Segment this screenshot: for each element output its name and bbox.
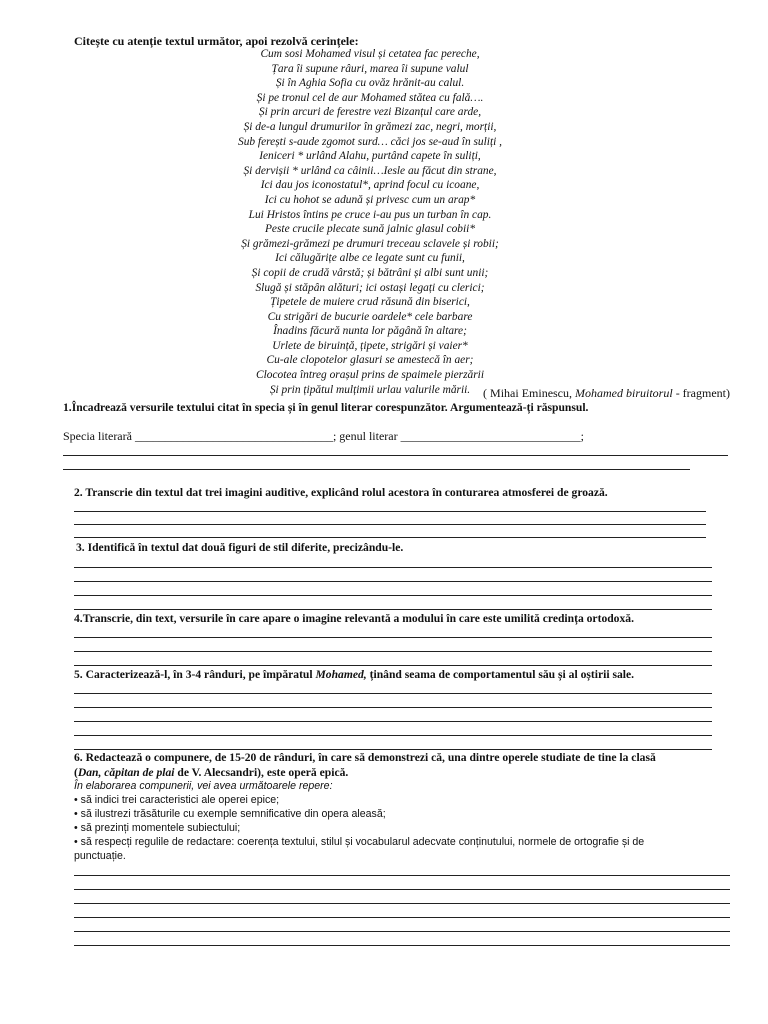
poem-line: Lui Hristos întins pe cruce i-au pus un turban în cap. xyxy=(248,208,492,221)
answer-line[interactable] xyxy=(74,931,730,932)
poem-line: Ici călugărițe albe ce legate sunt cu funii, xyxy=(275,252,465,265)
poem-line: Sub ferești s-aude zgomot surd… căci jos se-aud în suliți , xyxy=(238,135,502,148)
poem-line: Și de-a lungul drumurilor în grămezi zac, negri, morții, xyxy=(243,120,497,133)
answer-line[interactable] xyxy=(74,903,730,904)
answer-line[interactable] xyxy=(74,581,712,582)
poem-line: Ici dau jos iconostatul*, aprind focul cu icoane, xyxy=(260,179,480,192)
answer-line[interactable] xyxy=(74,917,730,918)
answer-line[interactable] xyxy=(74,595,712,596)
q6-bullet: • să prezinți momentele subiectului; xyxy=(74,822,241,834)
poem-line: Și grămezi-grămezi pe drumuri treceau sclavele și robii; xyxy=(241,237,499,250)
poem-line: Slugă și stăpân alături; ici ostași legați cu clerici; xyxy=(255,281,485,294)
q6-bullet: punctuație. xyxy=(74,850,126,862)
poem-line: Cum sosi Mohamed visul și cetatea fac pereche, xyxy=(260,48,480,60)
question-3: 3. Identifică în textul dat două figuri de stil diferite, precizându-le. xyxy=(76,541,404,554)
poem-text xyxy=(150,47,590,397)
poem-line: Și pe tronul cel de aur Mohamed stătea cu fală…. xyxy=(256,91,484,104)
q6-intro: În elaborarea compunerii, vei avea următoarele repere: xyxy=(74,780,333,792)
q6-bullet: • să respecți regulile de redactare: coerența textului, stilul și vocabularul adecvate conținutului, normele de ortografie și de xyxy=(74,836,645,848)
q6-bullet: • să indici trei caracteristici ale operei epice; xyxy=(74,794,280,806)
q6-requirements xyxy=(74,779,644,863)
poem-line: Țara îi supune râuri, marea îi supune valul xyxy=(271,62,469,75)
answer-line[interactable] xyxy=(74,735,712,736)
answer-line[interactable] xyxy=(74,609,712,610)
answer-line[interactable] xyxy=(74,511,706,512)
poem-source xyxy=(483,386,730,401)
q5-text-before: 5. Caracterizează-l, în 3-4 rânduri, pe împăratul xyxy=(74,668,316,681)
answer-line[interactable] xyxy=(74,721,712,722)
poem-line: Peste crucile plecate sună jalnic glasul cobii* xyxy=(264,223,476,236)
poem-line: Clocotea întreg orașul prins de spaimele pierzării xyxy=(255,369,484,382)
question-2: 2. Transcrie din textul dat trei imagini auditive, explicând rolul acestora în conturarea atmosferei de groază. xyxy=(74,486,608,499)
poem-line: Și prin țipătul mulțimii urlau valurile mării. xyxy=(269,383,471,396)
q5-emperor-name: Mohamed, xyxy=(315,668,367,681)
q6-open-paren: ( xyxy=(74,766,78,779)
poem-line: Ici cu hohot se adună și privesc cum un arap* xyxy=(264,193,476,206)
instruction-heading: Citește cu atenție textul următor, apoi rezolvă cerințele: xyxy=(74,34,359,48)
q6-bullet: • să ilustrezi trăsăturile cu exemple semnificative din opera aleasă; xyxy=(74,808,386,820)
answer-line[interactable] xyxy=(74,524,706,525)
source-author: ( Mihai Eminescu, xyxy=(483,386,576,400)
question-5 xyxy=(74,668,634,681)
answer-line[interactable] xyxy=(74,749,712,750)
poem-line: Înadins făcură nunta lor păgână în altare; xyxy=(273,325,467,338)
question-6-line2 xyxy=(74,766,348,779)
answer-line[interactable] xyxy=(74,693,712,694)
answer-line[interactable] xyxy=(74,665,712,666)
q6-work-title: Dan, căpitan de plai xyxy=(77,766,175,779)
question-1: 1.Încadrează versurile textului citat în specia și în genul literar corespunzător. Argumentează-ți răspunsul. xyxy=(63,401,589,414)
poem-line: Și în Aghia Sofia cu ovăz hrănit-au calul. xyxy=(275,77,465,90)
source-suffix: - fragment) xyxy=(672,386,730,400)
poem-line: Ieniceri * urlând Alahu, purtând capete în suliți, xyxy=(259,150,481,163)
answer-line[interactable] xyxy=(74,707,712,708)
poem-line: Și copii de crudă vârstă; și bătrâni și albi sunt unii; xyxy=(251,266,489,279)
answer-line[interactable] xyxy=(74,945,730,946)
answer-line[interactable] xyxy=(74,567,712,568)
answer-line[interactable] xyxy=(74,537,706,538)
answer-line[interactable] xyxy=(63,455,728,456)
question-6-line1: 6. Redactează o compunere, de 15-20 de rânduri, în care să demonstrezi că, una dintre operele studiate de tine la clasă xyxy=(74,751,656,764)
answer-line[interactable] xyxy=(74,889,730,890)
answer-line[interactable] xyxy=(74,637,712,638)
q6-text-rest: de V. Alecsandri), este operă epică. xyxy=(174,766,349,779)
poem-line: Cu-ale clopotelor glasuri se amestecă în aer; xyxy=(266,354,474,367)
answer-line[interactable] xyxy=(74,651,712,652)
question-4: 4.Transcrie, din text, versurile în care apare o imagine relevantă a modului în care este umilită credința ortodoxă. xyxy=(74,612,634,625)
poem-line: Urlete de biruință, țipete, strigări și vaier* xyxy=(272,339,468,352)
q5-text-after: ținând seama de comportamentul său și al oștirii sale. xyxy=(366,668,635,681)
q1-specia-gen-blanks[interactable]: Specia literară _________________________________; genul literar ______________________________; xyxy=(63,429,584,443)
source-title: Mohamed biruitorul xyxy=(575,386,673,400)
poem-line: Și prin arcuri de ferestre vezi Bizanțul care arde, xyxy=(258,106,482,119)
poem-line: Cu strigări de bucurie oardele* cele barbare xyxy=(267,310,473,323)
answer-line[interactable] xyxy=(63,469,690,470)
answer-line[interactable] xyxy=(74,875,730,876)
poem-line: Și dervișii * urlând ca câinii…Iesle au făcut din strane, xyxy=(243,164,497,177)
poem-line: Țipetele de muiere crud răsună din biserici, xyxy=(270,296,470,309)
